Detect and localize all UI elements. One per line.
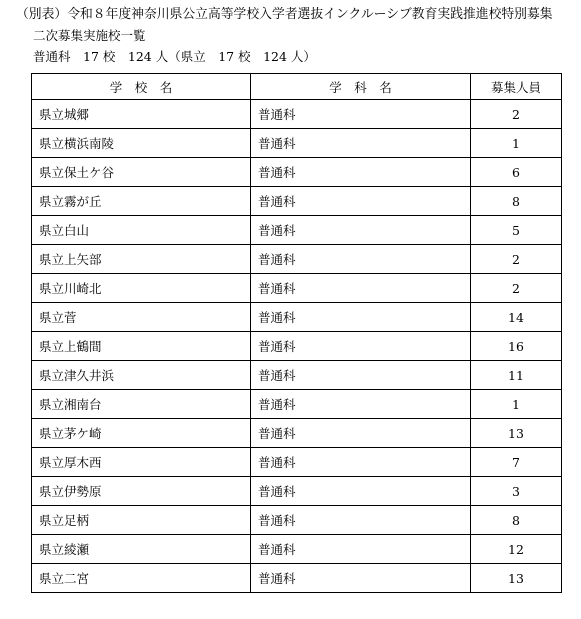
school-name-cell: 県立菅	[32, 303, 251, 332]
enrollment-count-cell: 14	[471, 303, 562, 332]
enrollment-count-cell: 8	[471, 506, 562, 535]
course-name-cell: 普通科	[251, 303, 471, 332]
header-school: 学 校 名	[32, 74, 251, 100]
course-name-cell: 普通科	[251, 419, 471, 448]
enrollment-count-cell: 2	[471, 245, 562, 274]
enrollment-count-cell: 12	[471, 535, 562, 564]
course-name-cell: 普通科	[251, 535, 471, 564]
school-name-cell: 県立伊勢原	[32, 477, 251, 506]
course-name-cell: 普通科	[251, 506, 471, 535]
enrollment-count-cell: 2	[471, 274, 562, 303]
course-name-cell: 普通科	[251, 187, 471, 216]
course-name-cell: 普通科	[251, 361, 471, 390]
course-name-cell: 普通科	[251, 129, 471, 158]
table-row	[32, 361, 562, 390]
course-name-cell: 普通科	[251, 245, 471, 274]
school-name-cell: 県立城郷	[32, 100, 251, 129]
table-row	[32, 303, 562, 332]
course-name-cell: 普通科	[251, 158, 471, 187]
school-name-cell: 県立上鶴間	[32, 332, 251, 361]
school-name-cell: 県立湘南台	[32, 390, 251, 419]
course-name-cell: 普通科	[251, 390, 471, 419]
course-name-cell: 普通科	[251, 274, 471, 303]
table-row	[32, 535, 562, 564]
enrollment-count-cell: 1	[471, 390, 562, 419]
school-name-cell: 県立津久井浜	[32, 361, 251, 390]
table-row	[32, 216, 562, 245]
school-name-cell: 県立二宮	[32, 564, 251, 593]
table-row	[32, 245, 562, 274]
table-row	[32, 158, 562, 187]
table-row	[32, 187, 562, 216]
course-name-cell: 普通科	[251, 332, 471, 361]
enrollment-count-cell: 6	[471, 158, 562, 187]
enrollment-count-cell: 2	[471, 100, 562, 129]
school-name-cell: 県立川崎北	[32, 274, 251, 303]
school-name-cell: 県立茅ケ崎	[32, 419, 251, 448]
enrollment-count-cell: 5	[471, 216, 562, 245]
school-name-cell: 県立横浜南陵	[32, 129, 251, 158]
enrollment-count-cell: 7	[471, 448, 562, 477]
school-name-cell: 県立足柄	[32, 506, 251, 535]
table-row	[32, 390, 562, 419]
table-row	[32, 419, 562, 448]
table-body	[32, 100, 562, 593]
table-row	[32, 564, 562, 593]
enrollment-summary: 普通科 17 校 124 人（県立 17 校 124 人）	[33, 49, 316, 64]
table-header-row	[32, 74, 562, 100]
enrollment-count-cell: 3	[471, 477, 562, 506]
table-row	[32, 332, 562, 361]
school-name-cell: 県立白山	[32, 216, 251, 245]
course-name-cell: 普通科	[251, 100, 471, 129]
table-row	[32, 448, 562, 477]
course-name-cell: 普通科	[251, 564, 471, 593]
table-row	[32, 100, 562, 129]
table-row	[32, 274, 562, 303]
table-row	[32, 506, 562, 535]
course-name-cell: 普通科	[251, 216, 471, 245]
document-subtitle: 二次募集実施校一覧	[33, 28, 146, 43]
course-name-cell: 普通科	[251, 448, 471, 477]
table-row	[32, 129, 562, 158]
school-name-cell: 県立上矢部	[32, 245, 251, 274]
enrollment-count-cell: 16	[471, 332, 562, 361]
course-name-cell: 普通科	[251, 477, 471, 506]
document-title: （別表）令和８年度神奈川県公立高等学校入学者選抜インクルーシブ教育実践推進校特別募集	[16, 7, 553, 22]
school-name-cell: 県立保土ケ谷	[32, 158, 251, 187]
header-count: 募集人員	[471, 74, 562, 100]
header-course: 学 科 名	[251, 74, 471, 100]
table-row	[32, 477, 562, 506]
school-name-cell: 県立綾瀬	[32, 535, 251, 564]
enrollment-count-cell: 11	[471, 361, 562, 390]
enrollment-count-cell: 13	[471, 564, 562, 593]
enrollment-count-cell: 13	[471, 419, 562, 448]
school-name-cell: 県立厚木西	[32, 448, 251, 477]
school-name-cell: 県立霧が丘	[32, 187, 251, 216]
enrollment-count-cell: 8	[471, 187, 562, 216]
school-roster-table	[31, 73, 562, 593]
enrollment-count-cell: 1	[471, 129, 562, 158]
